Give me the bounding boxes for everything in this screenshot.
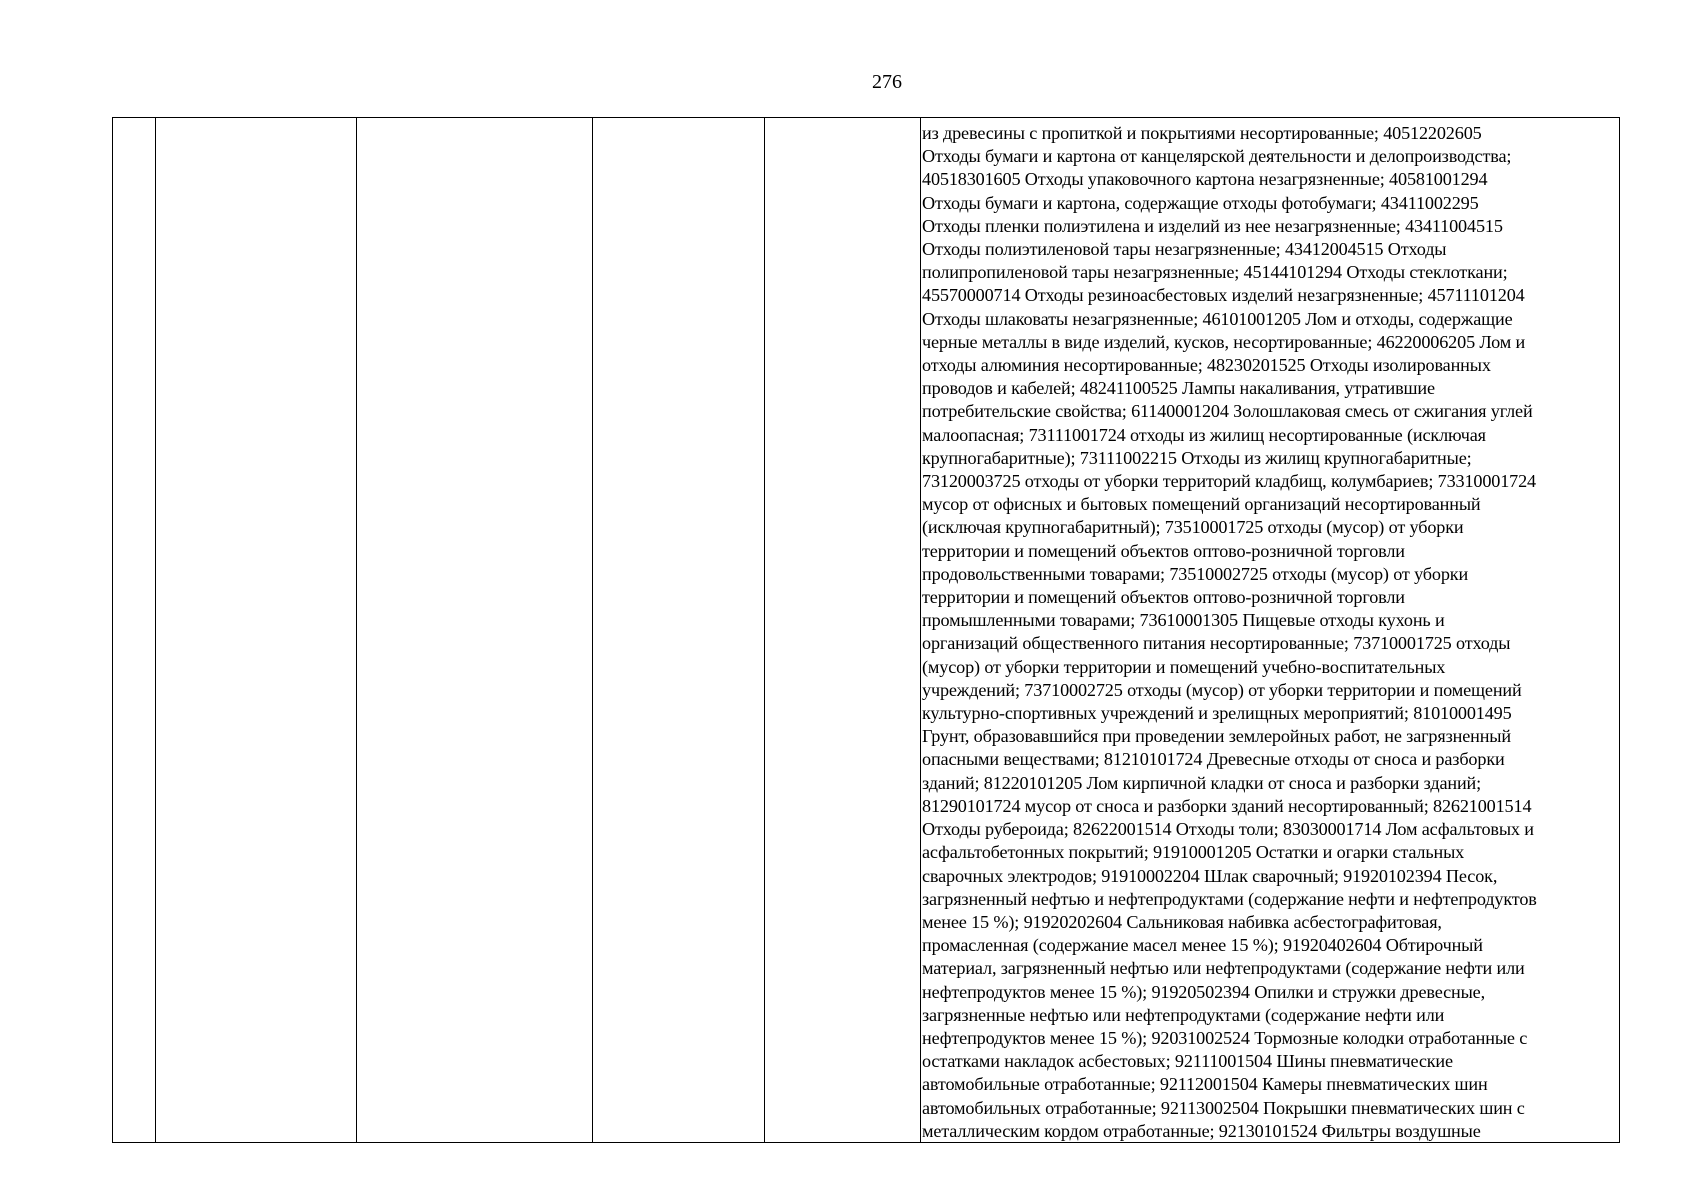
waste-list-line: автомобильные отработанные; 92112001504 Камеры пневматических шин bbox=[922, 1074, 1488, 1095]
waste-list-line: из древесины с пропиткой и покрытиями несортированные; 40512202605 bbox=[922, 123, 1482, 143]
waste-list-line: остатками накладок асбестовых; 92111001504 Шины пневматические bbox=[922, 1051, 1453, 1072]
waste-list-line: асфальтобетонных покрытий; 91910001205 Остатки и огарки стальных bbox=[922, 842, 1465, 863]
waste-list-line: территории и помещений объектов оптово-розничной торговли bbox=[922, 540, 1405, 561]
waste-list-line: 81290101724 мусор от сноса и разборки зданий несортированный; 82621001514 bbox=[922, 795, 1532, 816]
waste-list-line: Отходы бумаги и картона, содержащие отходы фотобумаги; 43411002295 bbox=[922, 192, 1479, 213]
waste-list-line: менее 15 %); 91920202604 Сальниковая набивка асбестографитовая, bbox=[922, 911, 1442, 932]
waste-list-line: опасными веществами; 81210101724 Древесные отходы от сноса и разборки bbox=[922, 749, 1505, 770]
waste-list-text bbox=[921, 118, 1619, 1142]
waste-list-line: Отходы рубероида; 82622001514 Отходы толи; 83030001714 Лом асфальтовых и bbox=[922, 819, 1534, 840]
waste-list-line: металлическим кордом отработанные; 92130101524 Фильтры воздушные bbox=[922, 1120, 1481, 1141]
waste-list-line: (мусор) от уборки территории и помещений учебно-воспитательных bbox=[922, 656, 1446, 677]
waste-list-line: Грунт, образовавшийся при проведении землеройных работ, не загрязненный bbox=[922, 726, 1511, 747]
table-cell-waste-list bbox=[921, 118, 1619, 1142]
table-cell-col4 bbox=[593, 118, 765, 1142]
waste-list-line: учреждений; 73710002725 отходы (мусор) от уборки территории и помещений bbox=[922, 679, 1522, 700]
waste-list-line: Отходы пленки полиэтилена и изделий из нее незагрязненные; 43411004515 bbox=[922, 215, 1503, 236]
waste-list-line: нефтепродуктов менее 15 %); 91920502394 Опилки и стружки древесные, bbox=[922, 981, 1485, 1002]
waste-list-line: загрязненные нефтью или нефтепродуктами (содержание нефти или bbox=[922, 1004, 1445, 1025]
waste-list-line: (исключая крупногабаритный); 73510001725 отходы (мусор) от уборки bbox=[922, 517, 1464, 538]
waste-list-line: автомобильных отработанные; 92113002504 Покрышки пневматических шин с bbox=[922, 1097, 1525, 1118]
waste-list-line: организаций общественного питания несортированные; 73710001725 отходы bbox=[922, 633, 1511, 654]
waste-list-line: Отходы бумаги и картона от канцелярской деятельности и делопроизводства; bbox=[922, 146, 1512, 167]
waste-list-line: Отходы полиэтиленовой тары незагрязненные; 43412004515 Отходы bbox=[922, 239, 1447, 260]
waste-list-line: материал, загрязненный нефтью или нефтепродуктами (содержание нефти или bbox=[922, 958, 1525, 979]
table-cell-col5 bbox=[765, 118, 921, 1142]
table-cell-col3 bbox=[357, 118, 593, 1142]
waste-list-line: сварочных электродов; 91910002204 Шлак сварочный; 91920102394 Песок, bbox=[922, 865, 1498, 886]
waste-list-line: потребительские свойства; 61140001204 Золошлаковая смесь от сжигания углей bbox=[922, 401, 1533, 422]
waste-list-line: промасленная (содержание масел менее 15 %); 91920402604 Обтирочный bbox=[922, 935, 1483, 956]
waste-list-line: 45570000714 Отходы резиноасбестовых изделий незагрязненные; 45711101204 bbox=[922, 285, 1525, 306]
waste-list-line: 40518301605 Отходы упаковочного картона незагрязненные; 40581001294 bbox=[922, 169, 1488, 190]
waste-list-line: нефтепродуктов менее 15 %); 92031002524 Тормозные колодки отработанные с bbox=[922, 1027, 1528, 1048]
page-number: 276 bbox=[872, 71, 902, 93]
waste-list-line: загрязненный нефтью и нефтепродуктами (содержание нефти и нефтепродуктов bbox=[922, 888, 1537, 909]
waste-list-line: зданий; 81220101205 Лом кирпичной кладки от сноса и разборки зданий; bbox=[922, 772, 1482, 793]
table-cell-col1 bbox=[113, 118, 156, 1142]
table-cell-col2 bbox=[156, 118, 357, 1142]
document-table bbox=[112, 117, 1620, 1143]
waste-list-line: черные металлы в виде изделий, кусков, несортированные; 46220006205 Лом и bbox=[922, 331, 1526, 352]
waste-list-line: крупногабаритные); 73111002215 Отходы из жилищ крупногабаритные; bbox=[922, 447, 1472, 468]
waste-list-line: проводов и кабелей; 48241100525 Лампы накаливания, утратившие bbox=[922, 378, 1435, 399]
waste-list-line: продовольственными товарами; 73510002725 отходы (мусор) от уборки bbox=[922, 563, 1469, 584]
waste-list-line: полипропиленовой тары незагрязненные; 45144101294 Отходы стеклоткани; bbox=[922, 262, 1508, 283]
waste-list-line: Отходы шлаковаты незагрязненные; 46101001205 Лом и отходы, содержащие bbox=[922, 308, 1513, 329]
waste-list-line: 73120003725 отходы от уборки территорий кладбищ, колумбариев; 73310001724 bbox=[922, 471, 1537, 492]
waste-list-line: культурно-спортивных учреждений и зрелищных мероприятий; 81010001495 bbox=[922, 703, 1512, 724]
waste-list-line: мусор от офисных и бытовых помещений организаций несортированный bbox=[922, 494, 1481, 515]
waste-list-line: промышленными товарами; 73610001305 Пищевые отходы кухонь и bbox=[922, 610, 1445, 631]
waste-list-line: отходы алюминия несортированные; 48230201525 Отходы изолированных bbox=[922, 355, 1491, 376]
waste-list-line: малоопасная; 73111001724 отходы из жилищ несортированные (исключая bbox=[922, 424, 1486, 445]
waste-list-line: территории и помещений объектов оптово-розничной торговли bbox=[922, 587, 1405, 608]
